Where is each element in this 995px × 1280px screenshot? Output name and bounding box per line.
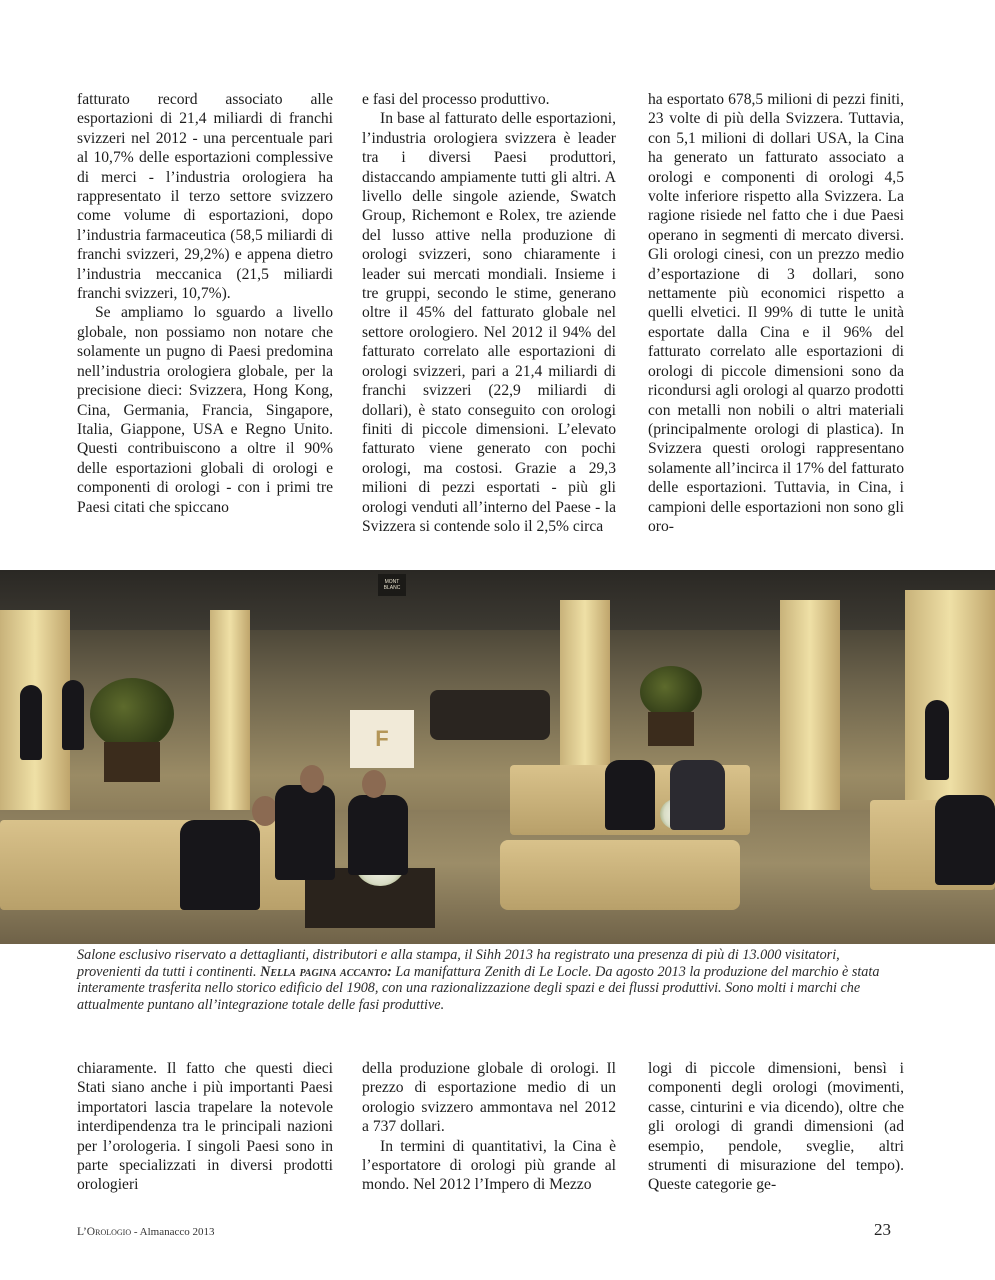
photo-person <box>670 760 725 830</box>
photo-person <box>62 680 84 750</box>
photo-crowd <box>430 690 550 740</box>
photo-booth-sign <box>350 710 414 768</box>
photo-person-head <box>362 770 386 798</box>
photo-person <box>935 795 995 885</box>
text-column-top-3 <box>648 90 904 536</box>
photo-caption <box>77 947 907 1013</box>
running-footer <box>77 1226 215 1238</box>
photo-ceiling <box>0 570 995 630</box>
page-number: 23 <box>874 1220 891 1239</box>
exhibition-hall-photo <box>0 570 995 944</box>
paragraph: ha esportato 678,5 milioni di pezzi finiti, 23 volte di più della Svizzera. Tuttavia, con 5,1 milioni di dollari USA, la Cina ha generato un fatturato associato a orologi e componenti di orologi 4,5 volte inferiore rispetto alla Svizzera. La ragione risiede nel fatto che i due Paesi operano in segmenti di mercato diversi. Gli orologi cinesi, con un prezzo medio d’esportazione di 3 dollari, sono nettamente più economici rispetto a quelli elvetici. Il 99% di tutte le unità esportate dalla Cina e il 96% del fatturato correlato alle esportazioni di orologi di piccole dimensioni sono da ricondursi agli orologi al quarzo prodotti con metalli non nobili o altri materiali (principalmente orologi di plastica). In Svizzera questi orologi rappresentano solamente all’incirca il 17% del fatturato delle esportazioni. Tuttavia, in Cina, i campioni delle esportazioni non sono gli oro- <box>648 91 904 535</box>
issue-name: Almanacco 2013 <box>139 1226 215 1238</box>
paragraph: fatturato record associato alle esportazioni di 21,4 miliardi di franchi svizzeri nel 2012 - una percentuale pari al 10,7% delle esportazioni complessive di merci - l’industria orologiera ha rappresentato il terzo settore svizzero come volume di esportazioni, dopo l’industria farmaceutica (58,5 miliardi di franchi svizzeri, 29,2%) e appena dietro l’industria meccanica (21,5 miliardi franchi svizzeri, 10,7%). <box>77 91 333 303</box>
text-column-bottom-2 <box>362 1059 616 1195</box>
photo-person <box>275 785 335 880</box>
caption-text: La manifattura Zenith di Le Locle. Da agosto 2013 la produzione del marchio è stata interamente trasferita nello storico edificio del 1908, con una razionalizzazione degli spazi e dei flussi produttivi. Sono molti i marchi che attualmente puntano all’integrazione totale delle fasi produttive. <box>77 963 880 1013</box>
text-column-bottom-3 <box>648 1059 904 1195</box>
brand-sign-text: MONT BLANC <box>383 579 401 591</box>
text-column-top-1 <box>77 90 333 517</box>
paragraph: della produzione globale di orologi. Il prezzo di esportazione medio di un orologio svizzero ammontava nel 2012 a 737 dollari. <box>362 1060 616 1136</box>
footer-separator: - <box>131 1226 140 1238</box>
booth-letter: F <box>375 726 389 751</box>
photo-person-head <box>300 765 324 793</box>
photo-person <box>925 700 949 780</box>
caption-text: Salone esclusivo riservato a dettaglianti, distributori e alla stampa, il Sihh 2013 ha registrato una presenza di più di 13.000 visitatori, provenienti da tutti i continenti. <box>77 947 840 980</box>
photo-brand-sign <box>378 574 406 596</box>
caption-label: Nella pagina accanto: <box>260 963 392 980</box>
photo-person <box>180 820 260 910</box>
paragraph: In termini di quantitativi, la Cina è l’esportatore di orologi più grande al mondo. Nel 2012 l’Impero di Mezzo <box>362 1137 616 1194</box>
photo-pot <box>648 712 694 746</box>
photo-ottoman <box>500 840 740 910</box>
paragraph: chiaramente. Il fatto che questi dieci Stati siano anche i più importanti Paesi importatori lascia trapelare la notevole interdipendenza tra le principali nazioni per l’orologeria. I singoli Paesi sono in parte specializzati in diversi prodotti orologieri <box>77 1060 333 1194</box>
paragraph: In base al fatturato delle esportazioni, l’industria orologiera svizzera è leader tra i diversi Paesi produttori, distaccando ampiamente tutti gli altri. A livello delle singole aziende, Swatch Group, Richemont e Rolex, tre aziende del lusso attive nella produzione di orologi svizzeri, sono chiaramente i leader sui mercati mondiali. Insieme i tre gruppi, secondo le stime, generano oltre il 45% del fatturato globale nel settore orologiero. Nel 2012 il 94% del fatturato correlato alle esportazioni di orologi svizzeri, pari a 21,4 miliardi di franchi svizzeri (22,9 miliardi di dollari), è stato conseguito con orologi finiti di piccole dimensioni. L’elevato fatturato viene generato con pochi orologi, ma costosi. Grazie a 29,3 milioni di pezzi esportati - più gli orologi venduti all’interno del Paese - la Svizzera si contende solo il 2,5% circa <box>362 110 616 535</box>
text-column-top-2 <box>362 90 616 536</box>
photo-plant <box>90 678 174 750</box>
photo-sofa <box>0 820 320 910</box>
photo-plant <box>640 666 702 718</box>
photo-person <box>348 795 408 875</box>
photo-person <box>20 685 42 760</box>
magazine-name: L’Orologio <box>77 1226 132 1238</box>
photo-person <box>605 760 655 830</box>
paragraph: Se ampliamo lo sguardo a livello globale, non possiamo non notare che solamente un pugno di Paesi predomina nell’industria orologiera globale, per la precisione dieci: Svizzera, Hong Kong, Cina, Germania, Francia, Singapore, Italia, Giappone, USA e Regno Unito. Questi contribuiscono a oltre il 90% delle esportazioni globali di orologi e componenti di orologi - con i primi tre Paesi citati che spiccano <box>77 304 333 516</box>
text-column-bottom-1 <box>77 1059 333 1195</box>
paragraph: logi di piccole dimensioni, bensì i componenti degli orologi (movimenti, casse, cinturini e via dicendo), oltre che gli orologi di grandi dimensioni (ad esempio, pendole, sveglie, altri strumenti di misurazione del tempo). Queste categorie ge- <box>648 1060 904 1194</box>
paragraph: e fasi del processo produttivo. <box>362 91 550 108</box>
photo-pot <box>104 742 160 782</box>
